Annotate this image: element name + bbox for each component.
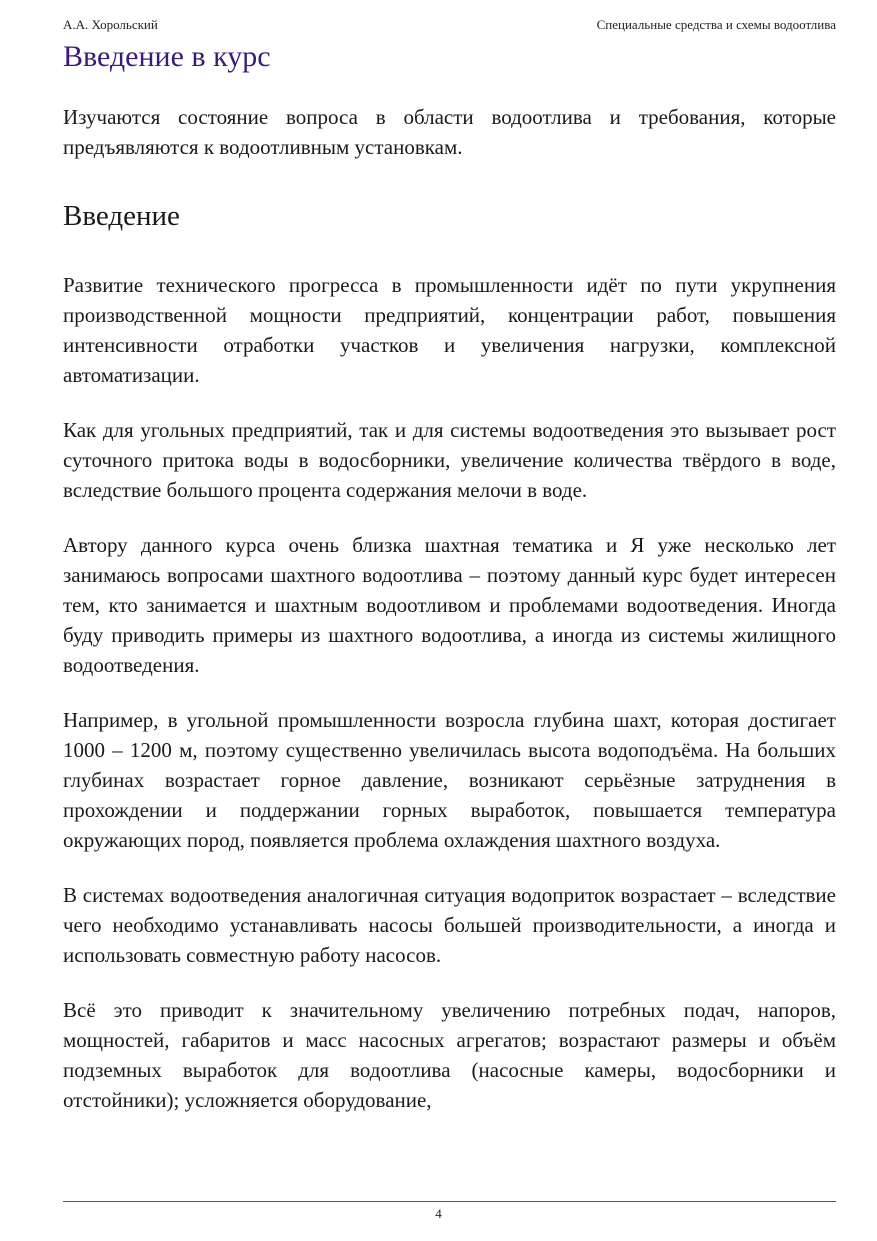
page-title: Введение в курс <box>63 40 271 73</box>
running-header <box>63 17 836 33</box>
body-paragraph-4: Например, в угольной промышленности возросла глубина шахт, которая достигает 1000 – 1200 м, поэтому существенно увеличилась высота водоподъёма. На больших глубинах возрастает горное давление, возникают серьёзные затруднения в прохождении и поддержании горных выработок, повышается температура окружающих пород, появляется проблема охлаждения шахтного воздуха. <box>63 708 836 852</box>
section-heading: Введение <box>63 200 180 232</box>
header-document-title: Специальные средства и схемы водоотлива <box>596 17 836 32</box>
footer-divider <box>63 1201 836 1202</box>
body-paragraph-6: Всё это приводит к значительному увеличению потребных подач, напоров, мощностей, габаритов и масс насосных агрегатов; возрастают размеры и объём подземных выработок для водоотлива (насосные камеры, водосборники и отстойники); усложняется оборудование, <box>63 998 836 1112</box>
header-author: А.А. Хорольский <box>63 17 158 32</box>
intro-paragraph: Изучаются состояние вопроса в области водоотлива и требования, которые предъявляются к водоотливным установкам. <box>63 105 836 159</box>
body-paragraph-5: В системах водоотведения аналогичная ситуация водоприток возрастает – вследствие чего необходимо устанавливать насосы большей производительности, а иногда и использовать совместную работу насосов. <box>63 883 836 967</box>
document-body <box>63 102 836 1140</box>
body-paragraph-2: Как для угольных предприятий, так и для системы водоотведения это вызывает рост суточного притока воды в водосборники, увеличение количества твёрдого в воде, вследствие большого процента содержания мелочи в воде. <box>63 418 836 502</box>
body-paragraph-1: Развитие технического прогресса в промышленности идёт по пути укрупнения производственной мощности предприятий, концентрации работ, повышения интенсивности отработки участков и увеличения нагрузки, комплексной автоматизации. <box>63 273 836 387</box>
page-number: 4 <box>435 1206 442 1221</box>
body-paragraph-3: Автору данного курса очень близка шахтная тематика и Я уже несколько лет занимаюсь вопросами шахтного водоотлива – поэтому данный курс будет интересен тем, кто занимается и шахтным водоотливом и проблемами водоотведения. Иногда буду приводить примеры из шахтного водоотлива, а иногда из системы жилищного водоотведения. <box>63 533 836 677</box>
